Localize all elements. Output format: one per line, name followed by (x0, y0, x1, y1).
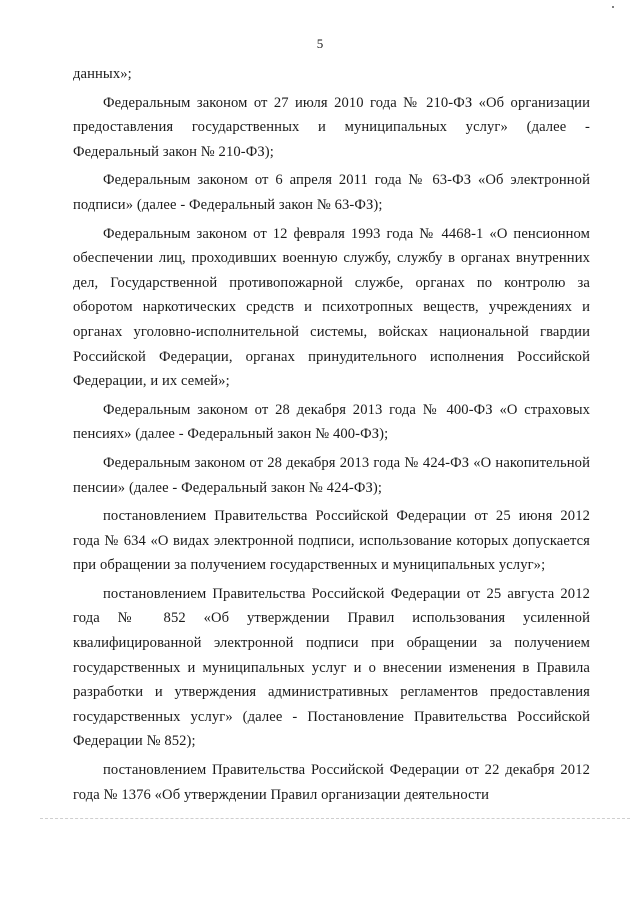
scan-speck (612, 6, 614, 8)
paragraph-law-400fz: Федеральным законом от 28 декабря 2013 года № 400-ФЗ «О страховых пенсиях» (далее - Федеральный закон № 400-ФЗ); (73, 401, 590, 443)
paragraph-decree-1376: постановлением Правительства Российской Федерации от 22 декабря 2012 года № 1376 «Об утверждении Правил организации деятельности (73, 762, 590, 803)
paragraph-decree-852: постановлением Правительства Российской Федерации от 25 августа 2012 года № 852 «Об утверждении Правил использования усиленной квалифицированной электронной подписи при обращении за получением государственных и муниципальных услуг и о внесении изменения в Правила разработки и утверждения административных регламентов предоставления государственных услуг» (далее - Постановление Правительства Российской Федерации № 852); (73, 585, 590, 750)
paragraph-law-4468-1: Федеральным законом от 12 февраля 1993 года № 4468-1 «О пенсионном обеспечении лиц, проходивших военную службу, службу в органах внутренних дел, Государственной противопожарной службе, органах по контролю за оборотом наркотических средств и психотропных веществ, учреждениях и органах уголовно-исполнительной системы, войсках национальной гвардии Российской Федерации, органах принудительного исполнения Российской Федерации, и их семей»; (73, 225, 590, 390)
paragraph-law-210fz: Федеральным законом от 27 июля 2010 года № 210-ФЗ «Об организации предоставления государственных и муниципальных услуг» (далее - Федеральный закон № 210-ФЗ); (73, 94, 590, 160)
paragraph-continuation: данных»; (73, 66, 132, 82)
paragraph-law-424fz: Федеральным законом от 28 декабря 2013 года № 424-ФЗ «О накопительной пенсии» (далее - Федеральный закон № 424-ФЗ); (73, 454, 590, 496)
paragraph-decree-634: постановлением Правительства Российской Федерации от 25 июня 2012 года № 634 «О видах электронной подписи, использование которых допускается при обращении за получением государственных и муниципальных услуг»; (73, 508, 590, 574)
paragraph-law-63fz: Федеральным законом от 6 апреля 2011 года № 63-ФЗ «Об электронной подписи» (далее - Федеральный закон № 63-ФЗ); (73, 172, 590, 213)
scan-artifact-line (40, 818, 630, 819)
page-number: 5 (316, 36, 324, 51)
document-body (73, 62, 590, 811)
